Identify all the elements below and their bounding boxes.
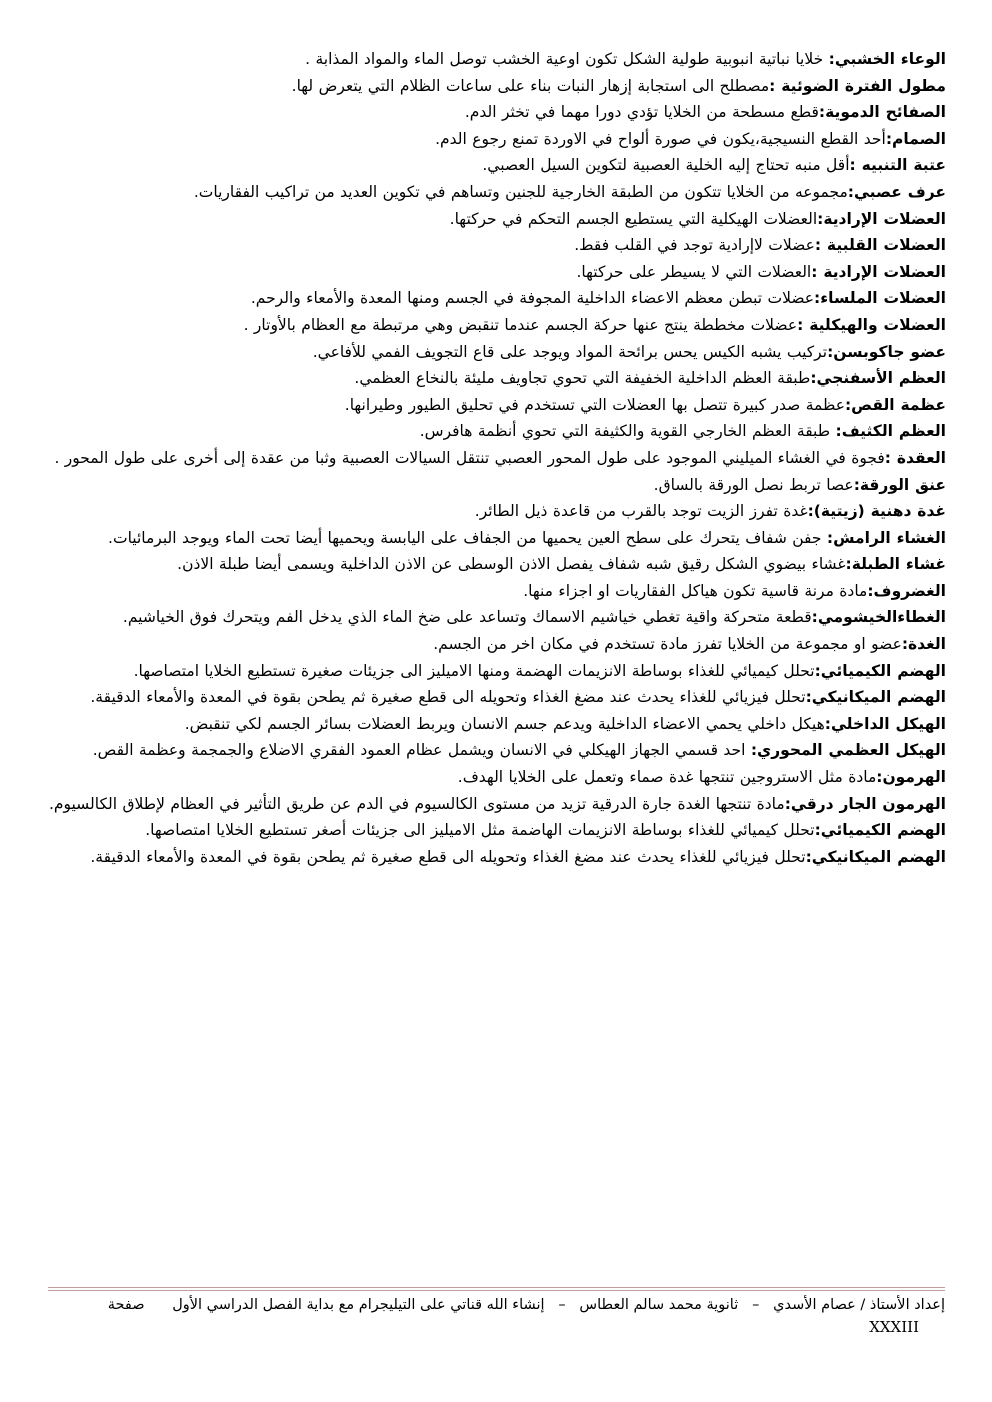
glossary-definition: عضلات مخططة ينتج عنها حركة الجسم عندما تنقبض وهي مرتبطة مع العظام بالأوتار . bbox=[243, 315, 798, 334]
glossary-term: العضلات الإرادية : bbox=[811, 262, 946, 281]
glossary-entry bbox=[47, 99, 946, 126]
glossary-term: الهضم الكيميائي: bbox=[814, 661, 946, 680]
glossary-term: الهيكل العظمي المحوري: bbox=[750, 741, 946, 760]
glossary-definition: تحلل فيزيائي للغذاء يحدث عند مضغ الغذاء وتحويله الى قطع صغيرة ثم يطحن بقوة في المعدة والأمعاء الدقيقة. bbox=[90, 688, 806, 707]
glossary-entry bbox=[47, 764, 946, 791]
glossary-term: الغطاءالخيشومي: bbox=[811, 608, 946, 627]
glossary-definition: طبقة العظم الخارجي القوية والكثيفة التي تحوي أنظمة هافرس. bbox=[419, 422, 836, 441]
glossary-entry bbox=[47, 711, 946, 738]
glossary-definition: مادة مرنة قاسية تكون هياكل الفقاريات او اجزاء منها. bbox=[523, 581, 868, 600]
glossary-entry bbox=[47, 365, 946, 392]
footer-credit-text: إعداد الأستاذ / عصام الأسدي – ثانوية محمد سالم العطاس – إنشاء الله قناتي على التيليجرام مع بداية الفصل الدراسي الأول صفحة bbox=[107, 1297, 945, 1313]
glossary-term: مطول الفترة الضوئية : bbox=[769, 76, 946, 95]
glossary-definition: هيكل داخلي يحمي الاعضاء الداخلية ويدعم جسم الانسان ويربط العضلات بسائر الجسم لكي تنقبض. bbox=[184, 714, 825, 733]
glossary-entry bbox=[47, 152, 946, 179]
footer-divider bbox=[48, 1287, 945, 1291]
glossary-entry bbox=[47, 232, 946, 259]
glossary-term: غدة دهنية (زيتية): bbox=[807, 502, 946, 521]
glossary-entry bbox=[47, 551, 946, 578]
glossary-definition: غشاء بيضوي الشكل رقيق شبه شفاف يفصل الاذن الوسطى عن الاذن الداخلية ويسمى أيضا طبلة الاذن. bbox=[177, 555, 846, 574]
glossary-entry bbox=[47, 285, 946, 312]
glossary-entry bbox=[47, 631, 946, 658]
glossary-term: الهرمون الجار درقي: bbox=[784, 794, 946, 813]
glossary-definition: جفن شفاف يتحرك على سطح العين يحميها من الجفاف على اليابسة ويحميها أيضا تحت الماء ويوجد البرمائيات. bbox=[108, 528, 827, 547]
glossary-entry bbox=[47, 472, 946, 499]
glossary-definition: قطع مسطحة من الخلايا تؤدي دورا مهما في تخثر الدم. bbox=[464, 103, 819, 122]
glossary-term: العضلات الإرادية: bbox=[817, 209, 946, 228]
glossary-entry bbox=[47, 179, 946, 206]
glossary-entry bbox=[47, 312, 946, 339]
glossary-entry bbox=[47, 791, 946, 818]
glossary-definition: فجوة في الغشاء الميليني الموجود على طول المحور العصبي تنتقل السيالات العصبية وثبا من عقدة إلى أخرى على طول المحور . bbox=[54, 448, 885, 467]
glossary-definition: احد قسمي الجهاز الهيكلي في الانسان ويشمل عظام العمود الفقري الاضلاع والجمجمة وعظمة القص. bbox=[92, 741, 751, 760]
glossary-term: العضلات والهيكلية : bbox=[797, 315, 946, 334]
glossary-entry bbox=[47, 525, 946, 552]
glossary-term: الهضم الكيميائي: bbox=[814, 821, 946, 840]
glossary-term: العضلات الملساء: bbox=[814, 289, 946, 308]
glossary-definition: مجموعه من الخلايا تتكون من الطبقة الخارجية للجنين وتساهم في تكوين العديد من تراكيب الفقاريات. bbox=[193, 182, 848, 201]
glossary-definition: أحد القطع النسيجية،يكون في صورة ألواح في الاوردة تمنع رجوع الدم. bbox=[435, 129, 886, 148]
glossary-definition: عضلات لاإرادية توجد في القلب فقط. bbox=[574, 236, 815, 255]
glossary-definition: قطعة متحركة واقية تغطي خياشيم الاسماك وتساعد على ضخ الماء الذي يدخل الفم ويتحرك فوق الخياشيم. bbox=[122, 608, 812, 627]
glossary-definition: تركيب يشبه الكيس يحس برائحة المواد ويوجد على قاع التجويف الفمي للأفاعي. bbox=[312, 342, 828, 361]
glossary-definition: طبقة العظم الداخلية الخفيفة التي تحوي تجاويف مليئة بالنخاع العظمي. bbox=[354, 369, 811, 388]
glossary-term: العضلات القلبية : bbox=[814, 236, 946, 255]
glossary-term: الصفائح الدموية: bbox=[818, 103, 946, 122]
glossary-term: الوعاء الخشبي: bbox=[828, 50, 946, 68]
glossary-term: الهضم الميكانيكي: bbox=[805, 688, 946, 707]
glossary-entry bbox=[47, 658, 946, 685]
glossary-entry bbox=[47, 206, 946, 233]
glossary-entry bbox=[47, 817, 946, 844]
glossary-definition: تحلل كيميائي للغذاء بوساطة الانزيمات الهاضمة مثل الاميليز الى جزيئات أصغر تستطيع الخلايا امتصاصها. bbox=[145, 821, 815, 840]
glossary-definition: العضلات الهيكلية التي يستطيع الجسم التحكم في حركتها. bbox=[449, 209, 818, 228]
glossary-term: الهيكل الداخلي: bbox=[824, 714, 946, 733]
glossary-term: الغدة: bbox=[901, 635, 946, 654]
glossary-term: عرف عصبي: bbox=[847, 182, 946, 201]
glossary-term: عتبة التنبيه : bbox=[849, 156, 946, 175]
glossary-definition: عضو او مجموعة من الخلايا تفرز مادة تستخدم في مكان اخر من الجسم. bbox=[433, 635, 902, 654]
glossary-term: الصمام: bbox=[885, 129, 946, 148]
glossary-term: عضو جاكوبسن: bbox=[827, 342, 946, 361]
glossary-term: عنق الورقة: bbox=[853, 475, 946, 494]
glossary-entry bbox=[47, 418, 946, 445]
glossary-entry bbox=[47, 73, 946, 100]
glossary-definition: مادة تنتجها الغدة جارة الدرقية تزيد من مستوى الكالسيوم في الدم عن طريق التأثير في العظام لإطلاق الكالسيوم. bbox=[48, 794, 785, 813]
glossary-definition: عضلات تبطن معظم الاعضاء الداخلية المجوفة في الجسم ومنها المعدة والأمعاء والرحم. bbox=[250, 289, 815, 308]
glossary-definition: عصا تربط نصل الورقة بالساق. bbox=[653, 475, 854, 494]
glossary-entry bbox=[47, 684, 946, 711]
glossary-definition: تحلل كيميائي للغذاء بوساطة الانزيمات الهضمة ومنها الاميليز الى جزيئات صغيرة تستطيع الخلايا امتصاصها. bbox=[133, 661, 815, 680]
glossary-entry bbox=[47, 46, 946, 73]
glossary-term: عظمة القص: bbox=[844, 395, 946, 414]
glossary-definition: مصطلح الى استجابة إزهار النبات بناء على ساعات الظلام التي يتعرض لها. bbox=[291, 76, 770, 95]
glossary-entry bbox=[47, 498, 946, 525]
glossary-definition: العضلات التي لا يسيطر على حركتها. bbox=[576, 262, 812, 281]
glossary-list bbox=[47, 46, 946, 870]
glossary-entry bbox=[47, 604, 946, 631]
glossary-definition: أقل منبه تحتاج إليه الخلية العصبية لتكوين السيل العصبي. bbox=[482, 156, 850, 175]
glossary-term: الهرمون: bbox=[876, 768, 946, 787]
glossary-definition: عظمة صدر كبيرة تتصل بها العضلات التي تستخدم في تحليق الطيور وطيرانها. bbox=[344, 395, 845, 414]
glossary-definition: مادة مثل الاستروجين تنتجها غدة صماء وتعمل على الخلايا الهدف. bbox=[457, 768, 877, 787]
glossary-definition: غدة تفرز الزيت توجد بالقرب من قاعدة ذيل الطائر. bbox=[474, 502, 808, 521]
glossary-entry bbox=[47, 126, 946, 153]
glossary-term: العقدة : bbox=[884, 448, 946, 467]
page-number: XXXIII bbox=[869, 1318, 919, 1336]
glossary-definition: تحلل فيزيائي للغذاء يحدث عند مضغ الغذاء وتحويله الى قطع صغيرة ثم يطحن بقوة في المعدة والأمعاء الدقيقة. bbox=[90, 847, 806, 866]
glossary-entry bbox=[47, 844, 946, 871]
glossary-term: الهضم الميكانيكي: bbox=[805, 847, 946, 866]
glossary-entry bbox=[47, 339, 946, 366]
page-footer bbox=[48, 1287, 945, 1338]
glossary-term: الغشاء الرامش: bbox=[826, 528, 946, 547]
glossary-entry bbox=[47, 259, 946, 286]
glossary-term: غشاء الطبلة: bbox=[845, 555, 946, 574]
glossary-entry bbox=[47, 578, 946, 605]
glossary-entry bbox=[47, 392, 946, 419]
glossary-term: العظم الأسفنجي: bbox=[810, 369, 946, 388]
glossary-term: الغضروف: bbox=[867, 581, 946, 600]
glossary-definition: خلايا نباتية انبوبية طولية الشكل تكون اوعية الخشب توصل الماء والمواد المذابة . bbox=[305, 50, 829, 68]
glossary-entry bbox=[47, 445, 946, 472]
glossary-entry bbox=[47, 737, 946, 764]
glossary-term: العظم الكثيف: bbox=[835, 422, 946, 441]
